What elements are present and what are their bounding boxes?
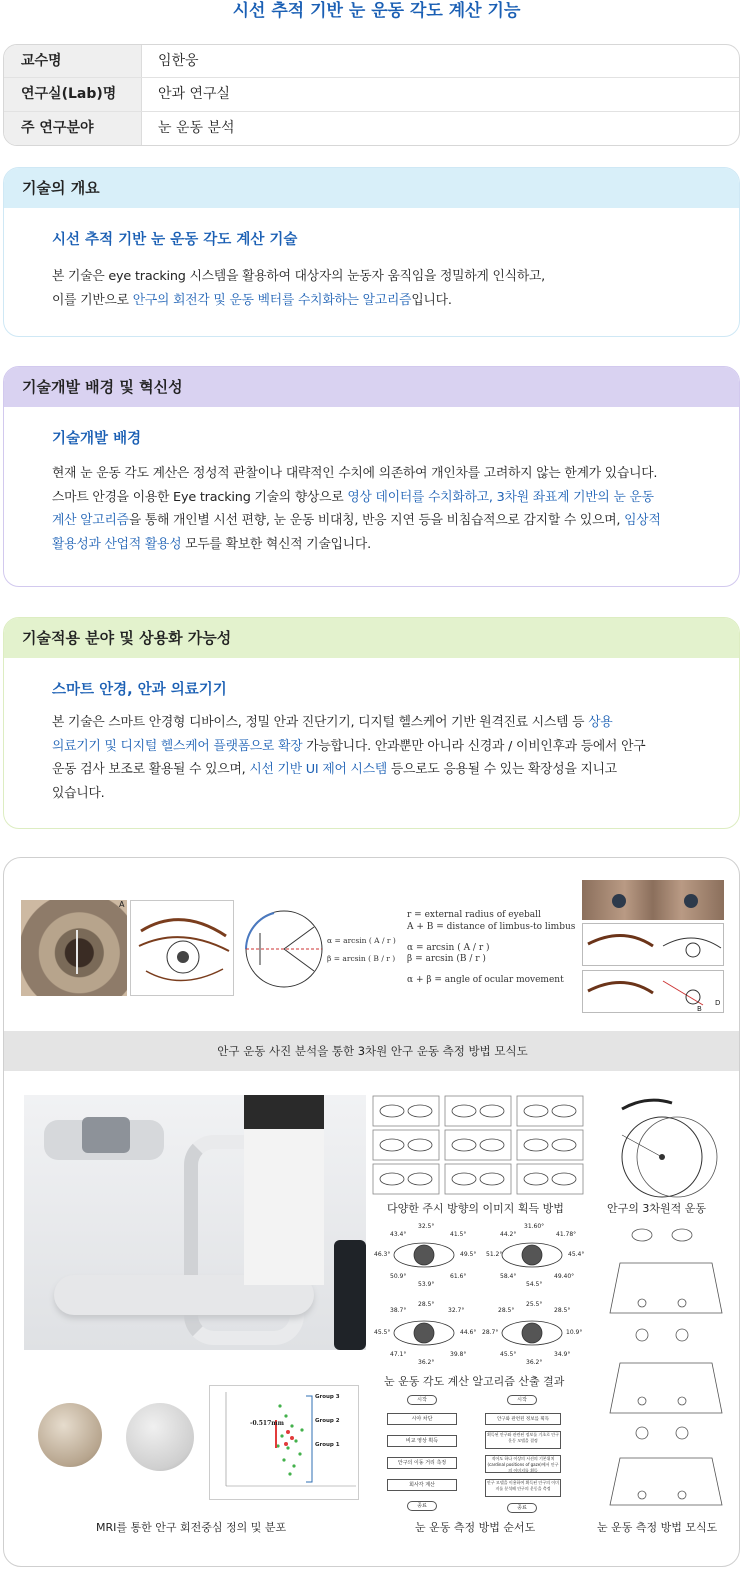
flow-step: 시야 차단 (387, 1413, 457, 1425)
person-silhouette (244, 1095, 324, 1285)
group-label: Group 3 (315, 1394, 340, 1400)
info-key: 주 연구분야 (4, 112, 142, 145)
tablet (334, 1240, 366, 1350)
section-subtitle: 기술개발 배경 (52, 431, 142, 447)
eye-sketch-1 (582, 923, 724, 966)
angle-label: 41.5° (450, 1231, 467, 1238)
application-section (3, 617, 740, 829)
flow-step: 시작 (507, 1395, 537, 1405)
eyes-photo (582, 880, 724, 920)
angle-label: 51.2° (486, 1251, 503, 1258)
eye-3d-diagram (602, 1095, 730, 1198)
section-paragraph (52, 462, 689, 556)
gaze-grid-svg (372, 1095, 585, 1195)
group-label: Group 1 (315, 1442, 340, 1448)
info-row-professor (4, 45, 739, 78)
info-key: 연구실(Lab)명 (4, 78, 142, 110)
angle-label: 53.9° (418, 1281, 435, 1288)
flow-step: 종료 (407, 1501, 437, 1511)
angle-label: 45.5° (374, 1329, 391, 1336)
flow-step: 비교 영상 획득 (387, 1435, 457, 1447)
eq-beta: β = arcsin (B / r ) (407, 954, 486, 964)
mri-sphere-1 (38, 1403, 102, 1467)
figure-panel (3, 857, 740, 1567)
info-table (3, 44, 740, 146)
angle-label: 31.60° (524, 1223, 545, 1230)
paragraph-text: 본 기술은 스마트 안경형 디바이스, 정밀 안과 진단기기, 디지털 헬스케어 기반 원격진료 시스템 등 (52, 715, 589, 730)
angle-label: 50.9° (390, 1273, 407, 1280)
eye-angle-diagram (234, 903, 329, 995)
algo-results (370, 1223, 588, 1375)
overview-section (3, 167, 740, 337)
eye-sketch-2 (582, 970, 724, 1013)
info-value: 임한웅 (158, 53, 199, 69)
section-heading: 기술의 개요 (4, 168, 739, 208)
angle-label: 36.2° (526, 1359, 543, 1366)
flowchart (377, 1395, 589, 1515)
eye-sketch (130, 900, 234, 996)
small-eq-beta: β = arcsin ( B / r ) (327, 954, 396, 963)
angle-label: 46.3° (374, 1251, 391, 1258)
angle-label: 34.9° (554, 1351, 571, 1358)
paragraph-text: 입니다. (411, 292, 452, 308)
highlight-text: 계산 알고리즘 (52, 513, 129, 528)
section-subtitle: 시선 추적 기반 눈 운동 각도 계산 기술 (52, 232, 298, 248)
flow-step: 종료 (507, 1503, 537, 1513)
angle-label: 49.5° (460, 1251, 477, 1258)
highlight-text: 안구의 회전각 및 운동 벡터를 수치화하는 알고리즘 (132, 292, 412, 308)
label-d: D (715, 999, 721, 1007)
device-lens (82, 1117, 130, 1153)
info-row-field (4, 112, 739, 145)
angle-label: 28.5° (554, 1307, 571, 1314)
highlight-text: 영상 데이터를 수치화하고, 3차원 좌표계 기반의 눈 운동 (347, 489, 654, 505)
section-paragraph (52, 265, 689, 312)
info-value: 안과 연구실 (158, 86, 231, 103)
label-a: A (119, 900, 125, 909)
highlight-text: 시선 기반 UI 제어 시스템 (249, 762, 388, 777)
caption-algo: 눈 운동 각도 계산 알고리즘 산출 결과 (384, 1375, 565, 1388)
angle-label: 45.5° (500, 1351, 517, 1358)
info-key: 교수명 (4, 45, 142, 77)
sketch-svg (583, 971, 725, 1014)
angle-label: 43.4° (390, 1231, 407, 1238)
paragraph-text: 등으로도 응용될 수 있는 확장성을 지니고 (387, 762, 617, 777)
section-heading: 기술적용 분야 및 상용화 가능성 (4, 618, 739, 658)
angle-label: 25.5° (526, 1301, 543, 1308)
angle-label: 32.7° (448, 1307, 465, 1314)
angle-label: 10.9° (566, 1329, 583, 1336)
paragraph-text: 현재 눈 운동 각도 계산은 정성적 관찰이나 대략적인 수치에 의존하여 개인차를 고려하지 않는 한계가 있습니다. (52, 466, 658, 481)
angle-label: 41.78° (556, 1231, 577, 1238)
background-section (3, 366, 740, 587)
caption-mri: MRI를 통한 안구 회전중심 정의 및 분포 (96, 1521, 287, 1534)
group-label: Group 2 (315, 1418, 340, 1424)
label-b: B (697, 1005, 702, 1013)
schematic-diagram (602, 1223, 730, 1508)
highlight-text: 상용 (588, 715, 613, 730)
pupil-left (612, 894, 626, 908)
angle-label: 28.7° (482, 1329, 499, 1336)
sketch-svg (131, 901, 235, 997)
flow-step: 회사각 계산 (387, 1479, 457, 1491)
angle-label: 44.6° (460, 1329, 477, 1336)
flow-step: 시작 (407, 1395, 437, 1405)
eq-radius: r = external radius of eyeball (407, 910, 541, 920)
paragraph-text: 가능합니다. 안과뿐만 아니라 신경과 / 이비인후과 등에서 안구 (302, 738, 646, 754)
angle-label: 45.4° (568, 1251, 585, 1258)
mri-value: -0.517mm (250, 1420, 284, 1427)
paragraph-text: 있습니다. (52, 785, 105, 801)
section-subtitle: 스마트 안경, 안과 의료기기 (52, 682, 227, 698)
angle-label: 28.5° (418, 1301, 435, 1308)
paragraph-text: 이를 기반으로 (52, 292, 133, 308)
angle-label: 54.5° (526, 1281, 543, 1288)
gaze-grid (372, 1095, 585, 1195)
flow-step: 안구와 관련된 정보를 획득 (485, 1413, 561, 1425)
device-photo (24, 1095, 366, 1350)
paragraph-text: 모두를 확보한 혁신적 기술입니다. (181, 536, 371, 552)
page-title: 시선 추적 기반 눈 운동 각도 계산 기능 (232, 1, 521, 21)
angle-label: 28.5° (498, 1307, 515, 1314)
section-paragraph (52, 711, 689, 805)
flow-step: 안구 모델을 이용하여 획득된 안구의 이미지를 분석해 안구의 운동을 측정 (485, 1479, 561, 1497)
paragraph-text: 본 기술은 eye tracking 시스템을 활용하여 대상자의 눈동자 움직임을 정밀하게 인식하고, (52, 269, 546, 284)
paragraph-text: 운동 검사 보조로 활용될 수 있으며, (52, 762, 250, 777)
sketch-svg (583, 924, 725, 967)
angle-label: 44.2° (500, 1231, 517, 1238)
angle-label: 61.6° (450, 1273, 467, 1280)
caption-3d: 안구의 3차원적 운동 (607, 1202, 706, 1215)
angle-label: 32.5° (418, 1223, 435, 1230)
caption-main: 안구 운동 사진 분석을 통한 3차원 안구 운동 측정 방법 모식도 (4, 1031, 740, 1071)
section-heading: 기술개발 배경 및 혁신성 (4, 367, 739, 407)
flow-step: 획득된 안구와 관련된 정보를 기초로 안구 운동 모델을 결정 (485, 1431, 561, 1449)
highlight-text: 의료기기 및 디지털 헬스케어 플랫폼으로 확장 (52, 738, 303, 754)
flow-step: 적어도 하나 이상의 시선의 기본위치(cardinal positions of gaze)에서 안구의 이미지를 획득 (485, 1455, 561, 1473)
pupil-right (684, 894, 698, 908)
info-row-lab (4, 78, 739, 111)
angle-label: 36.2° (418, 1359, 435, 1366)
caption-gaze: 다양한 주시 방향의 이미지 획득 방법 (387, 1202, 564, 1215)
info-value: 눈 운동 분석 (158, 119, 235, 136)
caption-schematic: 눈 운동 측정 방법 모식도 (597, 1521, 718, 1534)
angle-label: 49.40° (554, 1273, 575, 1280)
angle-label: 39.8° (450, 1351, 467, 1358)
angle-label: 38.7° (390, 1307, 407, 1314)
mri-scatter-plot (209, 1385, 359, 1500)
eq-alpha: α = arcsin ( A / r ) (407, 943, 490, 953)
angle-label: 58.4° (500, 1273, 517, 1280)
eq-limbus: A + B = distance of limbus-to limbus (407, 922, 576, 932)
caption-flow: 눈 운동 측정 방법 순서도 (415, 1521, 536, 1534)
highlight-text: 임상적 (624, 513, 661, 528)
eq-sum: α + β = angle of ocular movement (407, 975, 564, 985)
small-eq-alpha: α = arcsin ( A / r ) (327, 936, 396, 945)
eye-photo (21, 900, 127, 996)
paragraph-text: 스마트 안경을 이용한 Eye tracking 기술의 향상으로 (52, 489, 348, 505)
angle-label: 47.1° (390, 1351, 407, 1358)
flow-step: 안구의 이동 거리 측정 (387, 1457, 457, 1469)
eye-photo-line (76, 930, 78, 974)
highlight-text: 활용성과 산업적 활용성 (52, 536, 182, 552)
paragraph-text: 을 통해 개인별 시선 편향, 눈 운동 비대칭, 반응 지연 등을 비침습적으로 감지할 수 있으며, (128, 513, 625, 528)
mri-sphere-2 (126, 1403, 194, 1471)
